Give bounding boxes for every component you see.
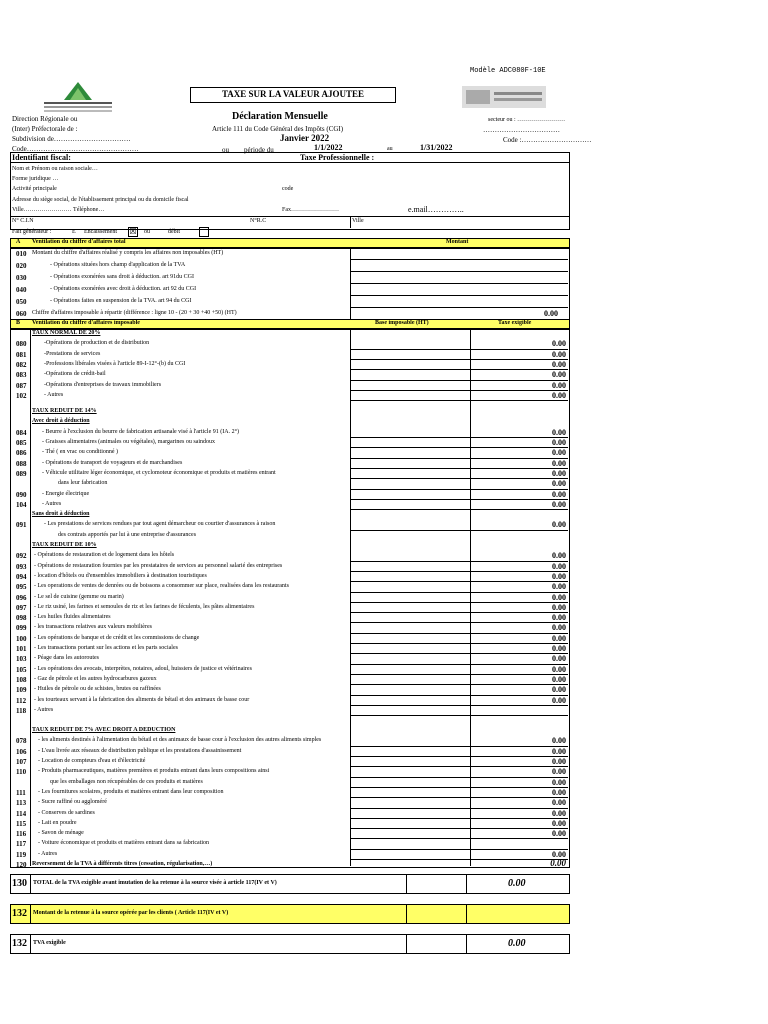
total-vline (466, 874, 467, 893)
row-label: - Péage dans les autoroutes (34, 655, 99, 662)
row-taxe[interactable]: 0.00 (552, 695, 566, 705)
row-code: 092 (16, 552, 27, 561)
row-code: 084 (16, 428, 27, 437)
row-label: Reversement de la TVA à différents titres (cessation, régularisation,…) (32, 861, 213, 867)
total-vline (406, 934, 407, 953)
row-code: 105 (16, 665, 27, 674)
row-taxe[interactable]: 0.00 (552, 359, 566, 369)
taux-10-header: TAUX REDUIT DE 10% (32, 542, 97, 548)
row-taxe[interactable]: 0.00 (552, 829, 566, 839)
row-code: 093 (16, 562, 27, 571)
ville-label: Ville (352, 218, 364, 224)
row-code: 120 (16, 861, 27, 869)
total-value[interactable]: 0.00 (508, 938, 526, 949)
row-taxe[interactable]: 0.00 (552, 349, 566, 359)
taux-20-header: TAUX NORMAL DE 20% (32, 330, 101, 336)
row-label: Chiffre d'affaires imposable à répartir (différence : ligne 10 - (20 + 30 +40 +50) (HT) (32, 310, 237, 316)
adresse-label: Adresse du siège social, de l'établissement principal ou du domicile fiscal (12, 197, 189, 203)
row-label: - les aliments destinés à l'alimentation du bétail et des animaux de basse cour à l'exclusion des autres aliments simples (38, 737, 322, 744)
rc-label: N°R.C (250, 218, 267, 224)
row-code: 119 (16, 850, 27, 859)
row-code: 110 (16, 768, 27, 777)
modele-code: Modèle ADC080F-10E (470, 67, 546, 75)
row-taxe[interactable]: 0.00 (552, 654, 566, 664)
total-vline (466, 904, 467, 923)
row-taxe[interactable]: 0.00 (552, 623, 566, 633)
row-label: - Energie électrique (42, 490, 90, 497)
article-label: Article 111 du Code Général des Impôts (CGI) (212, 125, 344, 133)
row-label: - les transactions relatives aux valeurs mobilières (34, 624, 152, 631)
total-code: 132 (12, 938, 27, 949)
row-label: - Opérations exonérées avec droit à déduction. art 92 du CGI (50, 286, 197, 292)
fait-label: Fait générateur : (12, 229, 52, 235)
row-label: - Le riz usiné, les farines et semoules de riz et les farines de féculents, les pâtes alimentaires (34, 603, 255, 610)
section-a-row-line (350, 307, 568, 308)
row-code: 087 (16, 381, 27, 390)
identity-divider-2 (10, 216, 570, 217)
row-taxe[interactable]: 0.00 (552, 499, 566, 509)
section-a-row-line (350, 259, 568, 260)
taxe-pro-label: Taxe Professionnelle : (300, 153, 375, 162)
row-taxe[interactable]: 0.00 (552, 551, 566, 561)
code-left-label: Code………………………………………… (12, 145, 139, 153)
row-taxe[interactable]: 0.00 (552, 339, 566, 349)
form-title: TAXE SUR LA VALEUR AJOUTEE (221, 89, 365, 99)
row-amount[interactable]: 0.00 (544, 309, 558, 318)
row-taxe[interactable]: 0.00 (552, 602, 566, 612)
row-taxe[interactable]: 0.00 (552, 427, 566, 437)
row-taxe[interactable]: 0.00 (552, 380, 566, 390)
section-b-base-vline (350, 328, 351, 866)
row-taxe[interactable]: 0.00 (552, 458, 566, 468)
row-code: 082 (16, 360, 27, 369)
total-vline (30, 934, 31, 953)
code-right-label: Code :………………………… (503, 136, 592, 144)
total-code: 130 (12, 878, 27, 889)
sans-deduction-header: Sans droit à déduction (32, 511, 90, 518)
row-label: dans leur fabrication (58, 480, 108, 487)
row-label: -Prestations de services (44, 350, 101, 357)
row-label: - Autres (38, 850, 58, 857)
row-taxe[interactable]: 0.00 (552, 685, 566, 695)
row-taxe[interactable]: 0.00 (550, 858, 566, 868)
row-taxe[interactable]: 0.00 (552, 582, 566, 592)
row-label: - Conserves de sardines (38, 809, 95, 816)
row-line (350, 530, 568, 531)
row-taxe[interactable]: 0.00 (552, 370, 566, 380)
row-code: 107 (16, 758, 27, 766)
row-code: 101 (16, 645, 27, 653)
prefectorale-label: (Inter) Préfectorale de : (12, 125, 78, 133)
row-label: - Opérations de restauration et de logement dans les hôtels (34, 552, 175, 559)
row-code: 090 (16, 490, 27, 499)
section-b-letter: B (16, 320, 21, 326)
row-code: 088 (16, 459, 27, 468)
row-code: 081 (16, 350, 27, 359)
row-code: 099 (16, 624, 27, 633)
subdivision-label: Subdivision de…………………………… (12, 135, 131, 143)
code-label: code (282, 186, 294, 192)
row-label: -Opérations d'entreprises de travaux immobiliers (44, 381, 162, 388)
row-label: - Gaz de pétrole et les autres hydrocarbures gazeux (34, 675, 157, 682)
row-code: 010 (16, 250, 27, 258)
row-label: - Opérations de transport de voyageurs et de marchandises (42, 459, 183, 466)
section-a-title: Ventilation du chiffre d'affaires total (32, 239, 126, 245)
row-code: 117 (16, 840, 27, 849)
forme-label: Forme juridique … (12, 176, 59, 182)
row-code: 104 (16, 500, 27, 509)
row-taxe[interactable]: 0.00 (552, 757, 566, 766)
avec-deduction-header: Avec droit à déduction (32, 418, 90, 425)
date-to: 1/31/2022 (420, 143, 453, 152)
row-taxe[interactable]: 0.00 (552, 561, 566, 571)
row-code: 030 (16, 274, 27, 282)
row-label: - Thé ( en vrac ou conditionné ) (42, 449, 119, 456)
row-label: - Produits pharmaceutiques, matières premières et produits entrant dans leurs compositions ainsi (38, 768, 270, 775)
row-taxe[interactable]: 0.00 (552, 592, 566, 602)
row-label: - Opérations faites en suspension de la TVA. art 94 du CGI (50, 298, 192, 304)
activite-label: Activité principale (12, 186, 57, 192)
ministry-logo (38, 78, 118, 120)
dots-right: …………………………… (483, 126, 560, 134)
row-label: - Les opérations des avocats, interprètes, notaires, adoul, huissiers de justice et vétérinaires (34, 665, 252, 672)
encaissement-label: Encaissement (84, 229, 117, 235)
identity-divider (10, 162, 570, 163)
section-b-rows (10, 328, 570, 869)
row-taxe[interactable]: 0.00 (552, 736, 566, 746)
row-taxe[interactable]: 0.00 (552, 808, 566, 818)
row-code: 108 (16, 675, 27, 684)
row-taxe[interactable]: 0.00 (552, 633, 566, 643)
e-label: E (72, 229, 76, 235)
dgi-logo (458, 80, 550, 116)
section-b-base: Base imposable (HT) (375, 320, 429, 326)
row-taxe[interactable]: 0.00 (552, 787, 566, 797)
section-a-letter: A (16, 239, 21, 245)
date-from: 1/1/2022 (314, 143, 343, 152)
row-label: - Les huiles fluides alimentaires (34, 614, 111, 621)
section-a-row-line (350, 295, 568, 296)
row-taxe[interactable]: 0.00 (552, 468, 566, 478)
row-label: - Les transactions portant sur les actions et les parts sociales (34, 645, 178, 651)
total-vline (30, 904, 31, 923)
row-code: 115 (16, 819, 27, 828)
row-code: 078 (16, 737, 27, 746)
row-code: 080 (16, 340, 27, 349)
total-vline (30, 874, 31, 893)
row-label: - Véhicule utilitaire léger économique, et cyclomoteur économique et produits et matières entrant (42, 469, 276, 476)
row-label: - Opérations situées hors champ d'application de la TVA (50, 262, 186, 268)
row-taxe[interactable]: 0.00 (552, 489, 566, 499)
row-taxe[interactable]: 0.00 (552, 767, 566, 777)
row-code: 100 (16, 634, 27, 643)
row-taxe[interactable]: 0.00 (552, 390, 566, 400)
row-code: 098 (16, 614, 27, 623)
row-label: - Sucre raffiné ou aggloméré (38, 799, 107, 806)
total-vline (406, 874, 407, 893)
row-label: - Le sel de cuisine (gemme ou marin) (34, 593, 124, 600)
row-code: 102 (16, 391, 27, 400)
row-taxe[interactable]: 0.00 (552, 664, 566, 674)
secteur-label: secteur ou : …………………… (488, 117, 566, 123)
total-row (10, 934, 570, 954)
row-code: 096 (16, 593, 27, 602)
row-label: - Location de compteurs d'eau et d'électricité (38, 758, 146, 764)
row-label: - les tourteaux servant à la fabrication des aliments de bétail et des animaux de basse cour (34, 696, 250, 703)
row-line (350, 400, 568, 401)
row-taxe[interactable]: 0.00 (552, 438, 566, 447)
total-label: TOTAL de la TVA exigible avant imutation de ka retenue à la source visée à article 117(IV et V) (33, 880, 277, 886)
row-code: 106 (16, 747, 27, 756)
row-code: 095 (16, 583, 27, 592)
row-code: 118 (16, 706, 27, 715)
row-label: -Opérations de crédit-bail (44, 371, 106, 378)
total-label: TVA exigible (33, 940, 66, 946)
row-code: 111 (16, 788, 26, 797)
fax-label: Fax…………………… (282, 207, 339, 213)
row-taxe[interactable]: 0.00 (552, 818, 566, 828)
taux-7-header: TAUX REDUIT DE 7% AVEC DROIT A DEDUCTION (32, 727, 176, 734)
row-taxe[interactable]: 0.00 (552, 746, 566, 756)
row-label: - Les prestations de services rendues par tout agent démarcheur ou courtier d'assurances à raison (44, 521, 276, 528)
row-code: 097 (16, 603, 27, 612)
identifiant-label: Identifiant fiscal: (12, 153, 71, 162)
row-code: 116 (16, 830, 27, 839)
row-code: 060 (16, 310, 27, 318)
section-a-rows (10, 247, 570, 319)
row-label: - Les fournitures scolaires, produits et matières entrant dans leur composition (38, 788, 224, 795)
total-code: 132 (12, 908, 27, 919)
row-code: 086 (16, 449, 27, 458)
row-line (350, 509, 568, 510)
row-code: 040 (16, 286, 27, 294)
section-b-taxe: Taxe exigible (498, 320, 532, 326)
ville-tel-label: Ville…………………… Téléphone… (12, 207, 105, 213)
total-vline (466, 934, 467, 953)
row-taxe[interactable]: 0.00 (552, 674, 566, 684)
row-label: Montant du chiffre d'affaires réalisé y compris les affaires non imposables (HT) (32, 250, 224, 256)
section-b-title: Ventilation du chiffre d'affaires imposable (32, 320, 140, 326)
row-code: 109 (16, 686, 27, 695)
row-label-cont: des contrats apportés par lui à une entreprise d'assurances (58, 531, 197, 538)
row-label: - Les opérations de banque et de crédit et les commissions de change (34, 634, 200, 641)
debit-checkbox[interactable] (199, 227, 209, 237)
row-code: 113 (16, 799, 27, 808)
row-label: -Opérations de production et de distribution (44, 340, 150, 347)
row-label: - Lait en poudre (38, 819, 77, 826)
identity-vline (350, 216, 351, 228)
row-code: 112 (16, 696, 27, 705)
row-code: 020 (16, 262, 27, 270)
taux-14-header: TAUX REDUIT DE 14% (32, 408, 97, 415)
row-label: que les emballages non récupérables de ces produits et matières (50, 778, 203, 785)
row-label: - Beurre à l'exclusion du beurre de fabrication artisanale visé à l'article 91 (IA. 2°) (42, 428, 239, 435)
totals-block (10, 874, 570, 954)
ou-label: ou (222, 146, 229, 154)
total-vline (406, 904, 407, 923)
section-b-taxe-vline (470, 328, 471, 866)
row-code: 050 (16, 298, 27, 306)
month-label: Janvier 2022 (280, 133, 330, 143)
row-label: - Autres (42, 500, 62, 507)
declaration-label: Déclaration Mensuelle (232, 111, 328, 122)
encaissement-checkbox[interactable]: ☒ (129, 227, 137, 236)
row-taxe[interactable]: 0.00 (552, 644, 566, 653)
row-label: - L'eau livrée aux réseaux de distribution publique et les prestations d'assainissement (38, 747, 242, 754)
au-label: au (387, 146, 393, 152)
email-label: e.mail………….. (408, 205, 464, 214)
row-label: - Opérations exonérées sans droit à déduction. art 91du CGI (50, 274, 194, 280)
row-taxe[interactable]: 0.00 (552, 798, 566, 808)
row-label: - Graisses alimentaires (animales ou végétales), margarines ou saindoux (42, 439, 216, 445)
periode-label: période du (244, 146, 274, 154)
row-label: - Savon de ménage (38, 830, 84, 837)
row-code: 083 (16, 371, 27, 380)
row-code: 089 (16, 469, 27, 478)
debit-label: débit (168, 229, 180, 235)
row-label: -Professions libérales visées à l'article 89-I-12°-(b) du CGI (44, 360, 186, 367)
row-label: - location d'hôtels ou d'ensembles immobiliers à destination touristiques (34, 572, 207, 579)
row-code: 091 (16, 521, 27, 530)
row-code: 103 (16, 655, 27, 664)
cin-label: N° C.I.N (12, 218, 34, 224)
row-code: 114 (16, 809, 27, 818)
row-taxe[interactable]: 0.00 (552, 479, 566, 489)
ou-label-2: ou (144, 229, 150, 235)
section-a-row-line (350, 283, 568, 284)
direction-label: Direction Régionale ou (12, 115, 78, 123)
row-taxe[interactable]: 0.00 (552, 520, 566, 530)
row-line (350, 715, 568, 716)
section-a-row-line (350, 271, 568, 272)
row-line (350, 705, 568, 706)
total-value[interactable]: 0.00 (508, 878, 526, 889)
row-code: 094 (16, 572, 27, 581)
row-taxe[interactable]: 0.00 (552, 448, 566, 458)
form-title-box (190, 87, 396, 103)
row-taxe[interactable]: 0.00 (552, 849, 566, 859)
section-a-montant: Montant (446, 239, 469, 245)
row-taxe[interactable]: 0.00 (552, 571, 566, 581)
row-label: - Opérations de restauration fournies par les prestataires de services au personnel salarié des entreprises (34, 562, 283, 569)
row-label: - Autres (44, 391, 64, 398)
row-line (350, 838, 568, 839)
nom-label: Nom et Prénom ou raison sociale… (12, 166, 98, 172)
row-label: - Les operations de ventes de denrées ou de boissons a consommer sur place, realisées dans les restaurants (34, 583, 289, 590)
row-label: - Autres (34, 706, 54, 713)
row-taxe[interactable]: 0.00 (552, 777, 566, 787)
row-label: - Huiles de pétrole ou de schistes, brutes ou raffinées (34, 686, 161, 693)
total-label: Montant de la retenue à la source opérée par les clients ( Article 117(IV et V) (33, 910, 229, 916)
row-code: 085 (16, 439, 27, 447)
row-taxe[interactable]: 0.00 (552, 613, 566, 623)
row-label: - Voiture économique et produits et matières entrant dans sa fabrication (38, 840, 210, 847)
